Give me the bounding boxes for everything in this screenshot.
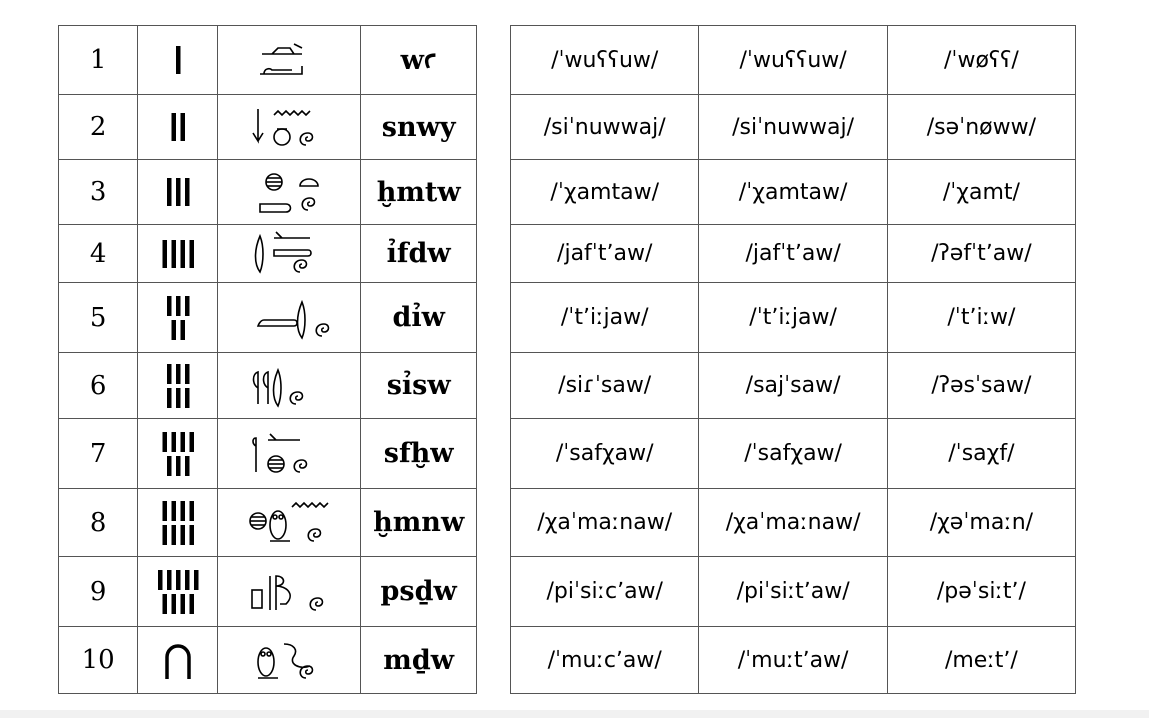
numeral-row [59,160,477,225]
number-cell: 6 [59,353,138,419]
transliteration-cell: sfḫw [361,419,477,489]
hieroglyph-cell [218,557,361,627]
pronunciation-cell: /ˈwuʕʕuw/ [699,26,887,95]
ten-arch-icon [158,637,198,683]
pronunciation-row [511,26,1076,95]
pronunciation-cell: /siˈnuwwaj/ [699,95,887,160]
pronunciation-row [511,627,1076,694]
stroke-8-icon [153,498,203,548]
transliteration-cell: ỉfdw [361,225,477,283]
hieroglyph-cell [218,419,361,489]
hieroglyph-cell [218,489,361,557]
pronunciation-cell: /piˈsiːtʼaw/ [699,557,887,627]
pronunciation-cell: /jafˈtʼaw/ [511,225,699,283]
pronunciation-row [511,283,1076,353]
number-cell: 2 [59,95,138,160]
pronunciation-cell: /ʔəfˈtʼaw/ [887,225,1075,283]
pronunciation-row [511,95,1076,160]
pronunciation-cell: /piˈsiːcʼaw/ [511,557,699,627]
pronunciation-cell: /səˈnøww/ [887,95,1075,160]
tally-cell [138,419,218,489]
stroke-4-icon [153,232,203,276]
hieroglyph-psdw-icon [244,566,334,618]
pronunciation-cell: /ˈsafχaw/ [699,419,887,489]
tally-cell [138,557,218,627]
transliteration-cell: snwy [361,95,477,160]
numeral-row [59,95,477,160]
hieroglyph-cell [218,26,361,95]
pronunciation-cell: /ˈχamtaw/ [699,160,887,225]
transliteration-cell: ḫmnw [361,489,477,557]
stroke-9-icon [153,567,203,617]
pronunciation-cell: /siɾˈsaw/ [511,353,699,419]
hieroglyph-cell [218,353,361,419]
tally-cell [138,627,218,694]
hieroglyph-cell [218,225,361,283]
hieroglyph-snwy-icon [244,101,334,153]
pronunciation-row [511,225,1076,283]
pronunciation-row [511,557,1076,627]
pronunciation-cell: /ˈwuʕʕuw/ [511,26,699,95]
pronunciation-cell: /χəˈmaːn/ [887,489,1075,557]
numeral-row [59,225,477,283]
tally-cell [138,225,218,283]
stroke-3-icon [153,170,203,214]
pronunciation-row [511,489,1076,557]
tally-cell [138,95,218,160]
hieroglyph-hmnw-icon [244,497,334,549]
number-cell: 8 [59,489,138,557]
stroke-6-icon [153,361,203,411]
hieroglyph-cell [218,627,361,694]
transliteration-cell: mḏw [361,627,477,694]
number-cell: 7 [59,419,138,489]
tally-cell [138,160,218,225]
pronunciation-row [511,353,1076,419]
hieroglyph-cell [218,160,361,225]
pronunciation-cell: /ˈtʼiːjaw/ [699,283,887,353]
stroke-5-icon [153,293,203,343]
numeral-row [59,26,477,95]
number-cell: 10 [59,627,138,694]
transliteration-cell: ḫmtw [361,160,477,225]
hieroglyph-ifdw-icon [244,228,334,280]
stroke-7-icon [153,429,203,479]
pronunciation-cell: /ˈsaχf/ [887,419,1075,489]
pronunciation-cell: /χaˈmaːnaw/ [511,489,699,557]
stroke-1-icon [153,38,203,82]
hieroglyph-mdw-icon [244,634,334,686]
numeral-table [58,25,477,694]
transliteration-cell: sỉsw [361,353,477,419]
hieroglyph-cell [218,95,361,160]
pronunciation-cell: /ˈsafχaw/ [511,419,699,489]
number-cell: 5 [59,283,138,353]
hieroglyph-diw-icon [244,292,334,344]
pronunciation-cell: /jafˈtʼaw/ [699,225,887,283]
transliteration-cell: dỉw [361,283,477,353]
pronunciation-cell: /ʔəsˈsaw/ [887,353,1075,419]
pronunciation-cell: /χaˈmaːnaw/ [699,489,887,557]
pronunciation-cell: /ˈtʼiːw/ [887,283,1075,353]
number-cell: 9 [59,557,138,627]
number-cell: 4 [59,225,138,283]
numeral-row [59,489,477,557]
hieroglyph-sfhw-icon [244,428,334,480]
pronunciation-cell: /ˈmuːcʼaw/ [511,627,699,694]
number-cell: 1 [59,26,138,95]
numeral-row [59,283,477,353]
pronunciation-cell: /ˈχamtaw/ [511,160,699,225]
tally-cell [138,489,218,557]
pronunciation-cell: /ˈχamt/ [887,160,1075,225]
tally-cell [138,26,218,95]
numeral-row [59,627,477,694]
bottom-scroll-strip [0,710,1149,718]
pronunciation-cell: /pəˈsiːtʼ/ [887,557,1075,627]
pronunciation-cell: /siˈnuwwaj/ [511,95,699,160]
numeral-row [59,419,477,489]
transliteration-cell: wꜥ [361,26,477,95]
pronunciation-cell: /ˈmuːtʼaw/ [699,627,887,694]
tally-cell [138,353,218,419]
hieroglyph-hmtw-icon [244,166,334,218]
pronunciation-row [511,160,1076,225]
numeral-row [59,353,477,419]
pronunciation-cell: /ˈtʼiːjaw/ [511,283,699,353]
pronunciation-row [511,419,1076,489]
stroke-2-icon [153,105,203,149]
number-cell: 3 [59,160,138,225]
numeral-row [59,557,477,627]
hieroglyph-cell [218,283,361,353]
pronunciation-cell: /ˈwøʕʕ/ [887,26,1075,95]
pronunciation-cell: /sajˈsaw/ [699,353,887,419]
hieroglyph-wa-icon [244,34,334,86]
pronunciation-cell: /meːtʼ/ [887,627,1075,694]
tally-cell [138,283,218,353]
pronunciation-table [510,25,1076,694]
hieroglyph-sisw-icon [244,360,334,412]
transliteration-cell: psḏw [361,557,477,627]
